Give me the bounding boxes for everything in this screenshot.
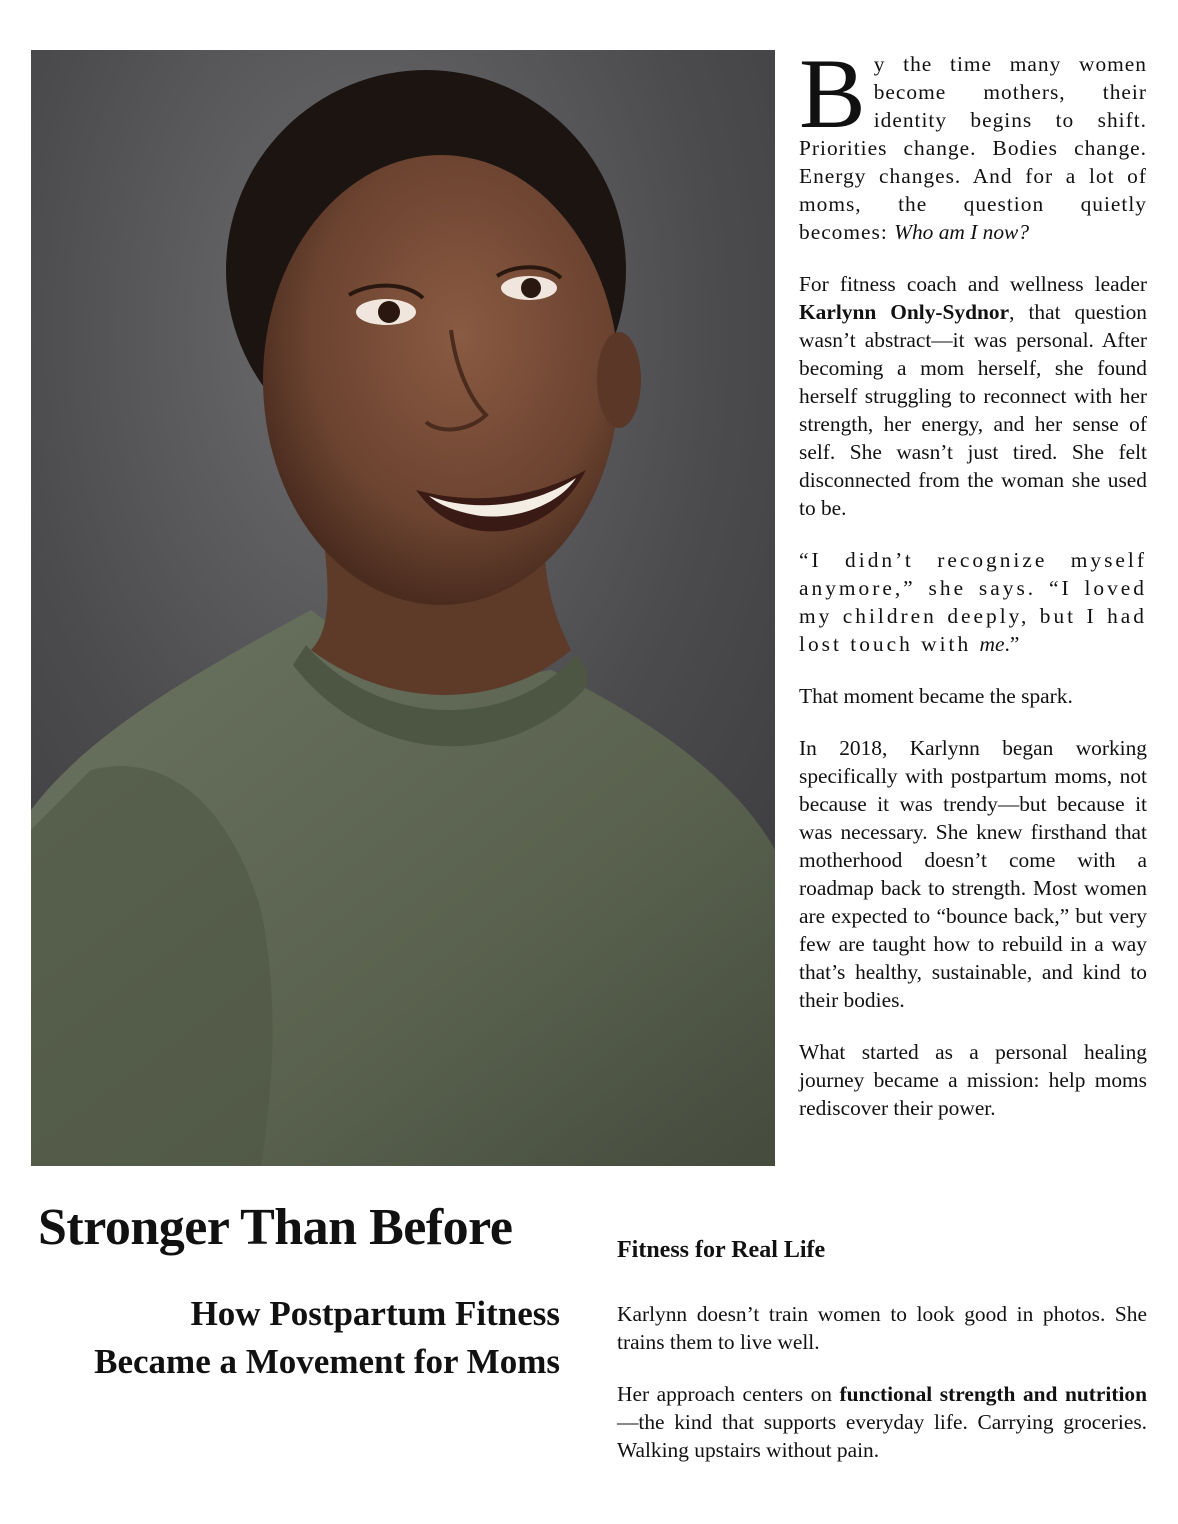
intro-question: Who am I now? [894, 220, 1030, 244]
approach-emphasis: functional strength and nutrition [839, 1382, 1147, 1406]
paragraph-text: For fitness coach and wellness leader [799, 272, 1147, 296]
paragraph-quote [799, 546, 1147, 658]
section-fitness-real-life [617, 1234, 1147, 1488]
paragraph-mission: What started as a personal healing journey became a mission: help moms rediscover their power. [799, 1040, 1147, 1120]
article-intro-column [799, 38, 1148, 1146]
coach-name: Karlynn Only-Sydnor [799, 300, 1010, 324]
paragraph-spark: That moment became the spark. [799, 684, 1073, 708]
paragraph-karlynn-intro [799, 270, 1147, 522]
paragraph-text: —the kind that supports everyday life. Carrying groceries. Walking upstairs without pain. [617, 1410, 1147, 1462]
portrait-illustration [31, 50, 775, 1166]
page-subtitle [38, 1290, 560, 1386]
quote-emphasis: me [979, 632, 1005, 656]
quote-text: .” [1004, 632, 1020, 656]
intro-paragraph [799, 38, 1147, 246]
intro-text: y the time many women become mothers, their identity begins to shift. Priorities change. Bodies change. Energy changes. And for a lot of moms, the question quietly becomes: [799, 52, 1147, 244]
subtitle-line: How Postpartum Fitness [190, 1294, 560, 1333]
paragraph-text: , that question wasn’t abstract—it was personal. After becoming a mom herself, she found herself struggling to reconnect with her strength, her energy, and her sense of self. She wasn’t just tired. She felt disconnected from the woman she used to be. [799, 300, 1148, 520]
subtitle-line: Became a Movement for Moms [94, 1342, 560, 1381]
paragraph-text: Her approach centers on [617, 1382, 840, 1406]
section-heading: Fitness for Real Life [617, 1237, 826, 1263]
section-paragraph-approach [617, 1380, 1147, 1464]
portrait-photo [31, 50, 775, 1166]
drop-cap: B [799, 38, 866, 149]
paragraph-2018: In 2018, Karlynn began working specifically with postpartum moms, not because it was trendy—but because it was necessary. She knew firsthand that motherhood doesn’t come with a roadmap back to strength. Most women are expected to “bounce back,” but very few are taught how to rebuild in a way that’s healthy, sustainable, and kind to their bodies. [799, 736, 1147, 1012]
quote-text: “I didn’t recognize myself anymore,” she says. “I loved my children deeply, but I had lost touch with [799, 548, 1147, 656]
section-paragraph: Karlynn doesn’t train women to look good in photos. She trains them to live well. [617, 1302, 1147, 1354]
page-title: Stronger Than Before [38, 1199, 513, 1256]
